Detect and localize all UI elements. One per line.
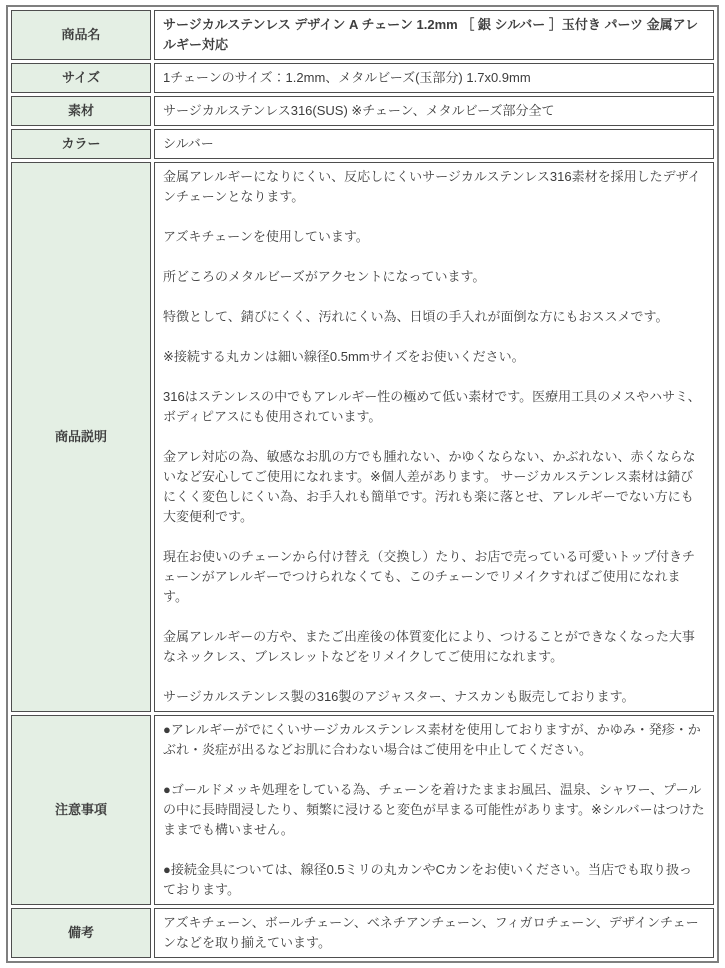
row-header-material: 素材 (11, 96, 151, 126)
spec-row-product-name (11, 10, 714, 60)
material-text: サージカルステンレス316(SUS) ※チェーン、メタルビーズ部分全て (163, 103, 555, 118)
description-paragraph: 金属アレルギーの方や、またご出産後の体質変化により、つけることができなくなった大事なネックレス、ブレスレットなどをリメイクしてご使用になれます。 (163, 629, 695, 664)
description-paragraph: 316はステンレスの中でもアレルギー性の極めて低い素材です。医療用工具のメスやハサミ、ボディピアスにも使用されています。 (163, 389, 701, 424)
remarks-text: アズキチェーン、ボールチェーン、ベネチアンチェーン、フィガロチェーン、デザインチェーンなどを取り揃えています。 (163, 915, 699, 950)
row-value-cautions (154, 715, 714, 905)
row-header-description: 商品説明 (11, 162, 151, 712)
row-header-cautions: 注意事項 (11, 715, 151, 905)
caution-bullet: ●接続金具については、線径0.5ミリの丸カンやCカンをお使いください。当店でも取り扱っております。 (163, 862, 693, 897)
row-value-color (154, 129, 714, 159)
description-paragraph: 金属アレルギーになりにくい、反応しにくいサージカルステンレス316素材を採用したデザインチェーンとなります。 (163, 169, 701, 204)
spec-row-size (11, 63, 714, 93)
description-paragraph: ※接続する丸カンは細い線径0.5mmサイズをお使いください。 (163, 349, 525, 364)
row-header-color: カラー (11, 129, 151, 159)
spec-row-material (11, 96, 714, 126)
caution-bullet: ●アレルギーがでにくいサージカルステンレス素材を使用しておりますが、かゆみ・発疹・かぶれ・炎症が出るなどお肌に合わない場合はご使用を中止してください。 (163, 722, 701, 757)
row-header-product-name: 商品名 (11, 10, 151, 60)
product-spec-table (6, 5, 719, 963)
description-paragraph: サージカルステンレス製の316製のアジャスター、ナスカンも販売しております。 (163, 689, 635, 704)
description-paragraph: アズキチェーンを使用しています。 (163, 229, 369, 244)
spec-row-color (11, 129, 714, 159)
description-paragraph: 金アレ対応の為、敏感なお肌の方でも腫れない、かゆくならない、かぶれない、赤くならないなど安心してご使用になれます。※個人差があります。 サージカルステンレス素材は錆びにくく変色しにくい為、お手入れも簡単です。汚れも楽に落とせ、アレルギーでない方にも大変便利です。 (163, 449, 696, 524)
row-header-size: サイズ (11, 63, 151, 93)
row-value-size (154, 63, 714, 93)
color-text: シルバー (163, 136, 214, 151)
row-header-remarks: 備考 (11, 908, 151, 958)
size-text: 1チェーンのサイズ：1.2mm、メタルビーズ(玉部分) 1.7x0.9mm (163, 70, 531, 85)
spec-row-cautions (11, 715, 714, 905)
row-value-description (154, 162, 714, 712)
spec-row-description (11, 162, 714, 712)
row-value-product-name (154, 10, 714, 60)
caution-bullet: ●ゴールドメッキ処理をしている為、チェーンを着けたままお風呂、温泉、シャワー、プールの中に長時間浸したり、頻繁に浸けると変色が早まる可能性があります。※シルバーはつけたままでも構いません。 (163, 782, 705, 837)
product-name-text: サージカルステンレス デザイン A チェーン 1.2mm ［ 銀 シルバー ］玉付き パーツ 金属アレルギー対応 (163, 17, 699, 52)
row-value-material (154, 96, 714, 126)
description-paragraph: 所どころのメタルビーズがアクセントになっています。 (163, 269, 486, 284)
description-paragraph: 現在お使いのチェーンから付け替え（交換し）たり、お店で売っている可愛いトップ付きチェーンがアレルギーでつけられなくても、このチェーンでリメイクすればご使用になれます。 (163, 549, 695, 604)
description-paragraph: 特徴として、錆びにくく、汚れにくい為、日頃の手入れが面倒な方にもおススメです。 (163, 309, 669, 324)
